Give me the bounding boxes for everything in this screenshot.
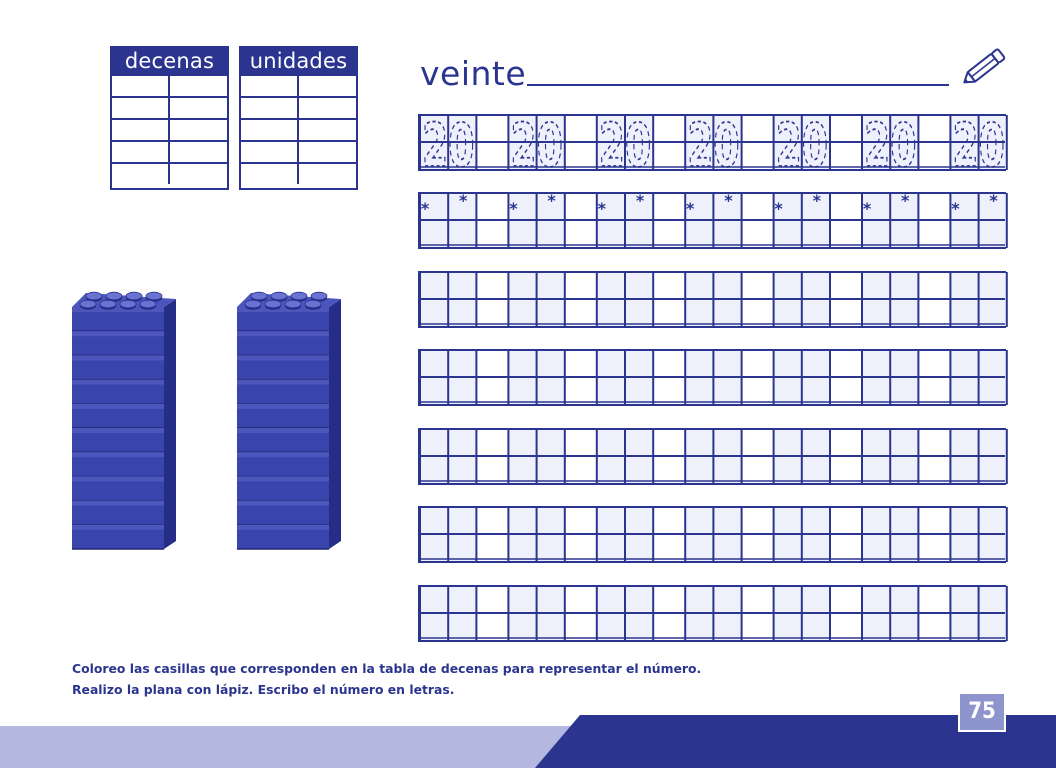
instruction-line: Realizo la plana con lápiz. Escribo el número en letras. <box>72 682 455 697</box>
units-cell[interactable] <box>299 140 357 162</box>
tens-cell[interactable] <box>170 118 228 140</box>
number-word: veinte <box>420 54 527 93</box>
tens-cell[interactable] <box>112 140 170 162</box>
units-cell[interactable] <box>241 162 299 184</box>
ten-block-tower <box>72 292 176 549</box>
instructions <box>72 658 701 700</box>
start-star-icon: * <box>989 191 998 210</box>
units-table-header: unidades <box>241 48 356 74</box>
tens-cell[interactable] <box>112 162 170 184</box>
start-star-icon: * <box>509 199 518 218</box>
start-star-icon: * <box>951 199 960 218</box>
writing-row[interactable] <box>418 192 1006 249</box>
tens-cell[interactable] <box>170 140 228 162</box>
start-star-icon: * <box>459 191 468 210</box>
trace-digit: 20 <box>422 111 475 181</box>
writing-row[interactable] <box>418 111 1006 181</box>
units-cell[interactable] <box>299 118 357 140</box>
start-star-icon: * <box>724 191 733 210</box>
units-cell[interactable] <box>241 74 299 96</box>
units-table-grid <box>241 74 356 184</box>
writing-row[interactable] <box>418 428 1006 485</box>
trace-digit: 20 <box>687 111 740 181</box>
trace-digit: 20 <box>510 111 563 181</box>
units-cell[interactable] <box>299 162 357 184</box>
writing-row[interactable] <box>418 271 1006 328</box>
units-cell[interactable] <box>299 74 357 96</box>
ten-block-tower <box>237 292 341 549</box>
start-star-icon: * <box>686 199 695 218</box>
trace-digit: 20 <box>952 111 1005 181</box>
start-star-icon: * <box>635 191 645 210</box>
ten-blocks-illustration <box>60 285 360 585</box>
units-cell[interactable] <box>299 96 357 118</box>
units-cell[interactable] <box>241 118 299 140</box>
start-star-icon: * <box>547 191 556 210</box>
start-star-icon: * <box>862 199 872 218</box>
tens-cell[interactable] <box>112 74 170 96</box>
tens-table-header: decenas <box>112 48 227 74</box>
units-cell[interactable] <box>241 96 299 118</box>
instruction-line: Coloreo las casillas que corresponden en la tabla de decenas para representar el número. <box>72 661 702 676</box>
start-star-icon: * <box>597 199 606 218</box>
tens-table-grid <box>112 74 227 184</box>
writing-row[interactable] <box>418 585 1006 642</box>
tens-cell[interactable] <box>170 96 228 118</box>
trace-digit: 20 <box>775 111 828 181</box>
units-table <box>239 46 358 190</box>
trace-digit: 20 <box>864 111 917 181</box>
page-number: 75 <box>958 692 1006 732</box>
tens-cell[interactable] <box>112 96 170 118</box>
start-star-icon: * <box>901 191 910 210</box>
start-star-icon: * <box>420 199 430 218</box>
start-star-icon: * <box>774 199 783 218</box>
number-word-answer-line[interactable] <box>527 84 949 86</box>
writing-row[interactable] <box>418 506 1006 563</box>
tens-cell[interactable] <box>170 74 228 96</box>
tens-cell[interactable] <box>112 118 170 140</box>
tens-table <box>110 46 229 190</box>
units-cell[interactable] <box>241 140 299 162</box>
footer-band-dark <box>0 715 1056 768</box>
pencil-icon <box>958 46 1010 88</box>
tens-cell[interactable] <box>170 162 228 184</box>
writing-row[interactable] <box>418 349 1006 406</box>
trace-digit: 20 <box>598 111 652 181</box>
start-star-icon: * <box>812 191 821 210</box>
